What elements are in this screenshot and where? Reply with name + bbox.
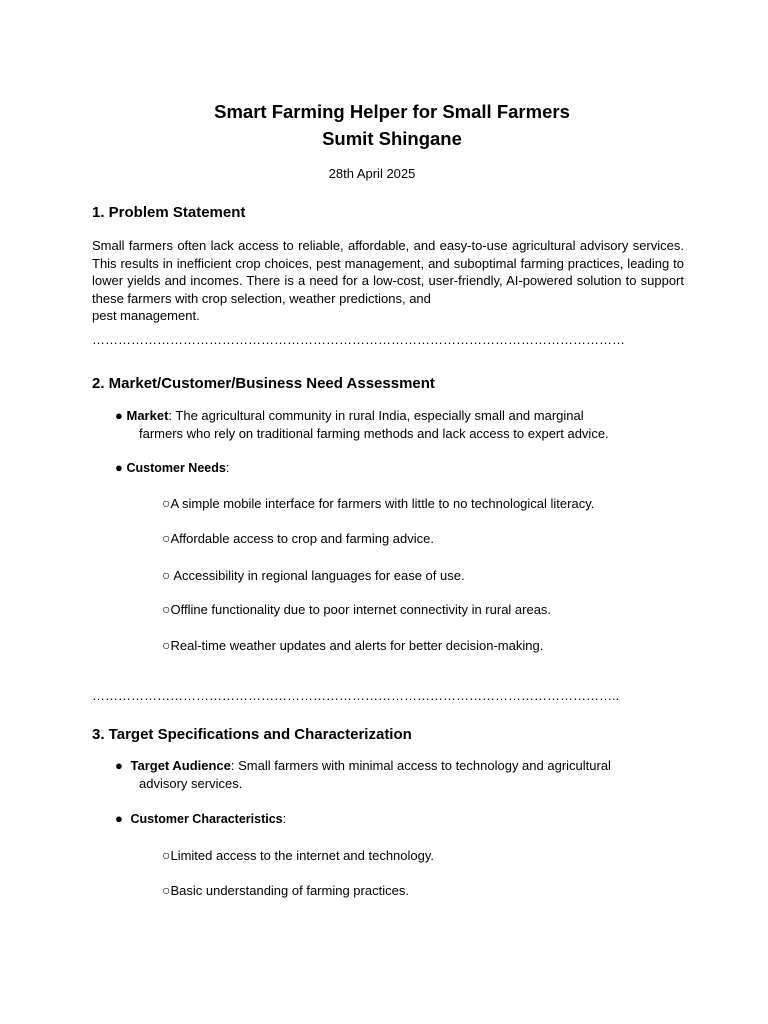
characteristic-item (162, 881, 409, 900)
need-item (162, 566, 465, 585)
customer-needs-label: Customer Needs (126, 461, 226, 475)
customer-needs-colon: : (225, 460, 230, 475)
hollow-bullet-icon: ○ (162, 847, 171, 863)
market-text: : The agricultural community in rural India, especially small and marginal (168, 408, 584, 423)
filled-bullet-icon: ● (115, 811, 123, 826)
section-heading-market: 2. Market/Customer/Business Need Assessment (92, 375, 435, 392)
market-label: Market (126, 408, 169, 423)
need-item-text: Offline functionality due to poor internet connectivity in rural areas. (170, 602, 552, 617)
customer-characteristics-bullet (115, 810, 286, 828)
need-item-text: Affordable access to crop and farming advice. (170, 531, 434, 546)
target-audience-bullet (115, 757, 611, 775)
need-item (162, 494, 594, 513)
hollow-bullet-icon: ○ (162, 637, 171, 653)
customer-characteristics-colon: : (282, 811, 287, 826)
market-bullet (115, 407, 584, 425)
separator-dots: …………………………………………………………………………………………………………… (92, 332, 625, 347)
market-text-continued: farmers who rely on traditional farming methods and lack access to expert advice. (139, 426, 609, 441)
need-item (162, 600, 551, 619)
characteristic-item-text: Limited access to the internet and technology. (170, 848, 434, 863)
hollow-bullet-icon: ○ (162, 601, 171, 617)
document-date: 28th April 2025 (328, 166, 416, 181)
need-item (162, 529, 434, 548)
customer-needs-bullet (115, 459, 229, 477)
hollow-bullet-icon: ○ (162, 882, 171, 898)
need-item (162, 636, 543, 655)
separator-dots: ………………………………………………………………………………………………………….. (92, 688, 620, 703)
filled-bullet-icon: ● (115, 758, 123, 773)
problem-paragraph (92, 237, 684, 325)
hollow-bullet-icon: ○ (162, 567, 171, 583)
section-heading-target: 3. Target Specifications and Characterization (92, 726, 412, 743)
characteristic-item (162, 846, 434, 865)
need-item-text: A simple mobile interface for farmers with little to no technological literacy. (170, 496, 595, 511)
document-title: Smart Farming Helper for Small Farmers (214, 101, 570, 122)
customer-characteristics-label: Customer Characteristics (130, 812, 283, 826)
target-audience-continued: advisory services. (139, 776, 243, 791)
problem-body: Small farmers often lack access to reliable, affordable, and easy-to-use agricultural advisory services. This results in inefficient crop choices, pest management, and suboptimal farming practices, leading to lower yields and incomes. There is a need for a low-cost, user-friendly, AI-powered solution to support these farmers with crop selection, weather predictions, and (92, 238, 684, 306)
hollow-bullet-icon: ○ (162, 530, 171, 546)
problem-body-last: pest management. (92, 308, 200, 323)
target-audience-text: : Small farmers with minimal access to technology and agricultural (230, 758, 611, 773)
document-author: Sumit Shingane (322, 128, 462, 149)
target-audience-label: Target Audience (130, 758, 231, 773)
section-heading-problem: 1. Problem Statement (92, 204, 246, 221)
characteristic-item-text: Basic understanding of farming practices. (170, 883, 409, 898)
filled-bullet-icon: ● (115, 460, 123, 475)
filled-bullet-icon: ● (115, 408, 123, 423)
hollow-bullet-icon: ○ (162, 495, 171, 511)
need-item-text: Accessibility in regional languages for ease of use. (170, 568, 465, 583)
need-item-text: Real-time weather updates and alerts for better decision-making. (170, 638, 544, 653)
